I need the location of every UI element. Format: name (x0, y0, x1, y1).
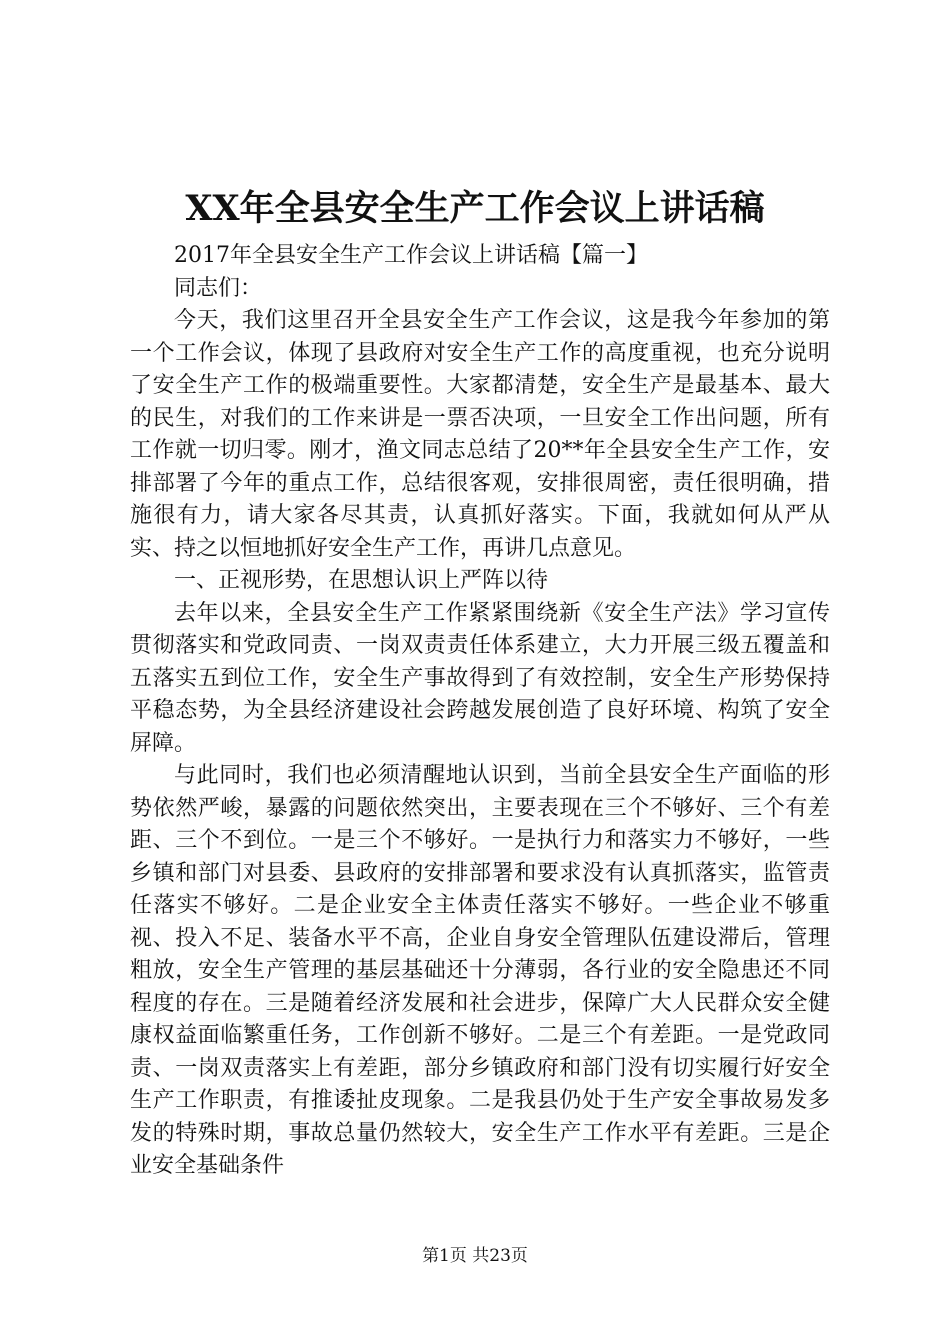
page-footer (0, 1244, 950, 1268)
paragraph-achievements: 去年以来，全县安全生产工作紧紧围绕新《安全生产法》学习宣传贯彻落实和党政同责、一岗双责责任体系建立，大力开展三级五覆盖和五落实五到位工作，安全生产事故得到了有效控制，安全生产形势保持平稳态势，为全县经济建设社会跨越发展创造了良好环境、构筑了安全屏障。 (130, 600, 830, 756)
section-heading-one: 一、正视形势，在思想认识上严阵以待 (174, 568, 549, 593)
paragraph-intro: 今天，我们这里召开全县安全生产工作会议，这是我今年参加的第一个工作会议，体现了县政府对安全生产工作的高度重视，也充分说明了安全生产工作的极端重要性。大家都清楚，安全生产是最基本、最大的民生，对我们的工作来讲是一票否决项，一旦安全工作出问题，所有工作就一切归零。刚才，渔文同志总结了20**年全县安全生产工作，安排部署了今年的重点工作，总结很客观，安排很周密，责任很明确，措施很有力，请大家各尽其责，认真抓好落实。下面，我就如何从严从实、持之以恒地抓好安全生产工作，再讲几点意见。 (130, 308, 830, 561)
page-number: 第1页 共23页 (422, 1246, 528, 1266)
section-heading-part-one: 2017年全县安全生产工作会议上讲话稿【篇一】 (174, 243, 648, 268)
document-body (130, 240, 830, 1183)
document-title: XX年全县安全生产工作会议上讲话稿 (185, 188, 765, 229)
paragraph-problems: 与此同时，我们也必须清醒地认识到，当前全县安全生产面临的形势依然严峻，暴露的问题依然突出，主要表现在三个不够好、三个有差距、三个不到位。一是三个不够好。一是执行力和落实力不够好，一些乡镇和部门对县委、县政府的安排部署和要求没有认真抓落实，监管责任落实不够好。二是企业安全主体责任落实不够好。一些企业不够重视、投入不足、装备水平不高，企业自身安全管理队伍建设滞后，管理粗放，安全生产管理的基层基础还十分薄弱，各行业的安全隐患还不同程度的存在。三是随着经济发展和社会进步，保障广大人民群众安全健康权益面临繁重任务，工作创新不够好。二是三个有差距。一是党政同责、一岗双责落实上有差距，部分乡镇政府和部门没有切实履行好安全生产工作职责，有推诿扯皮现象。二是我县仍处于生产安全事故易发多发的特殊时期，事故总量仍然较大，安全生产工作水平有差距。三是企业安全基础条件 (130, 763, 830, 1178)
salutation: 同志们： (174, 275, 263, 301)
